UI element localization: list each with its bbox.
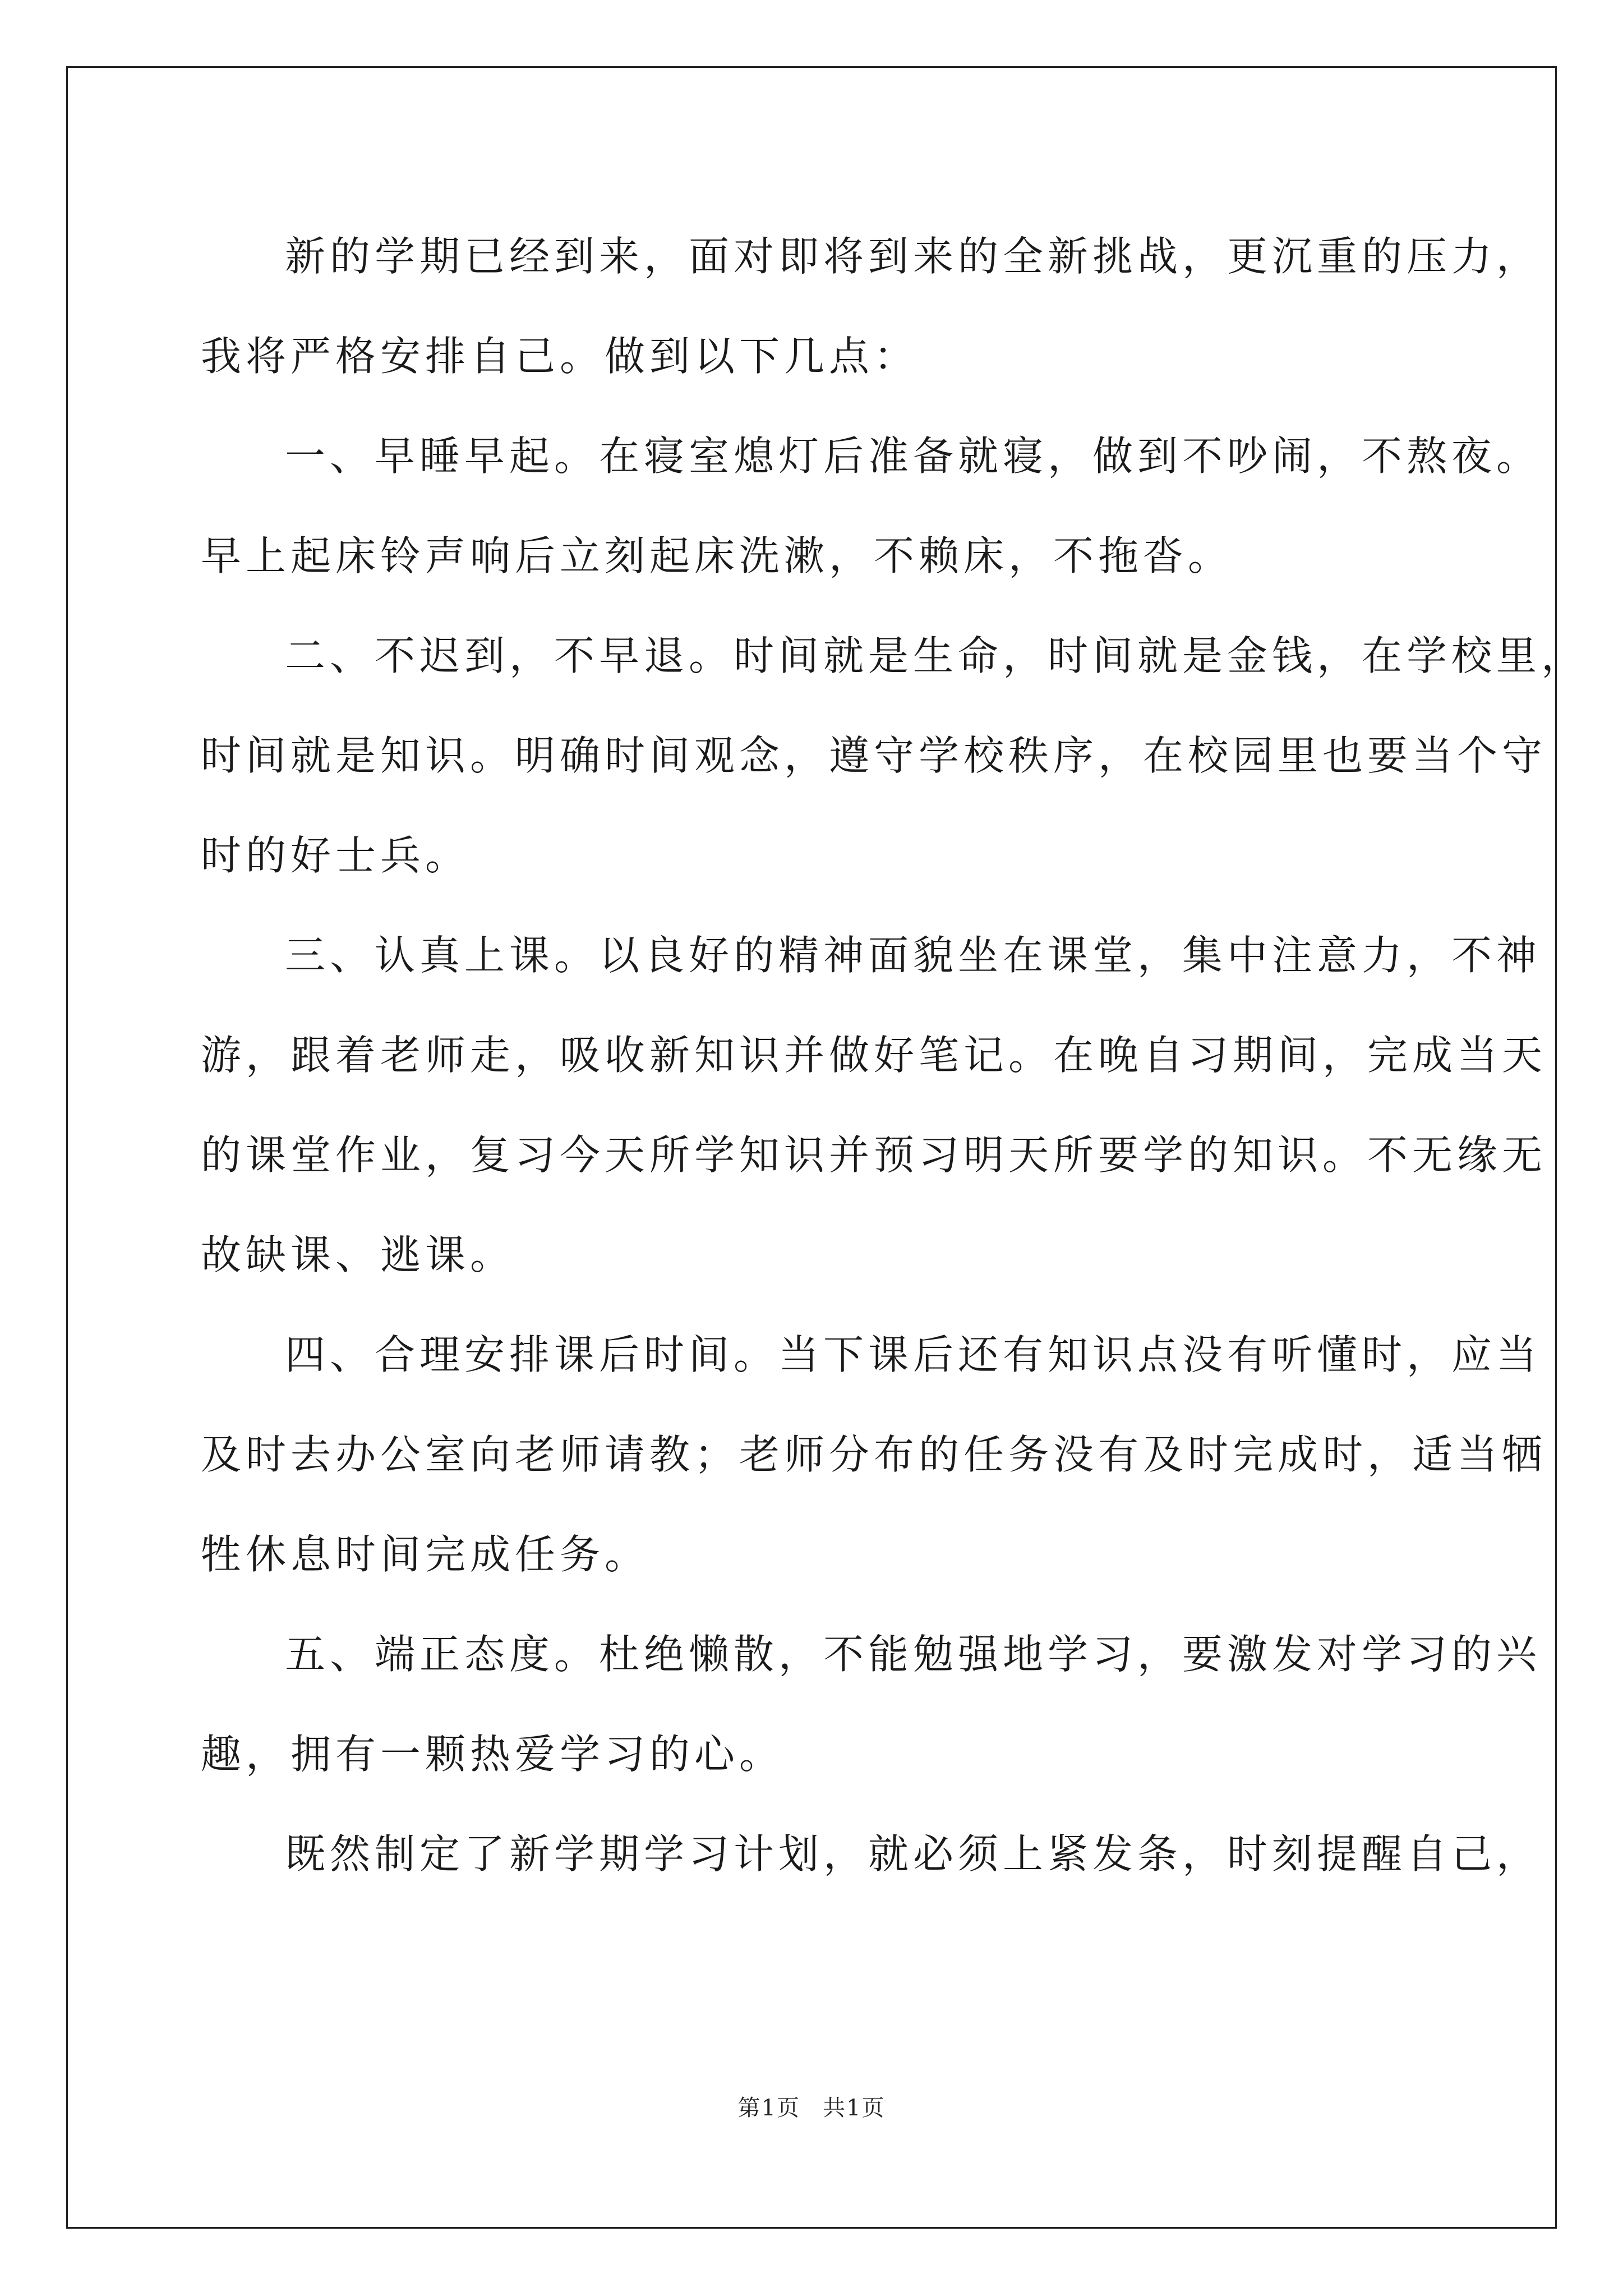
- paragraph-line: 早上起床铃声响后立刻起床洗漱，不赖床，不拖沓。: [201, 532, 1233, 579]
- paragraph-point-3: [201, 905, 1547, 1305]
- page-footer: [0, 2092, 1623, 2124]
- paragraph-conclusion: [201, 1804, 1542, 1904]
- paragraph-line: 故缺课、逃课。: [201, 1231, 515, 1278]
- paragraph-line: 既然制定了新学期学习计划，就必须上紧发条，时刻提醒自己，: [285, 1830, 1542, 1878]
- page-number: 第1页: [737, 2095, 800, 2121]
- paragraph-line: 及时去办公室向老师请教；老师分布的任务没有及时完成时，适当牺: [201, 1431, 1547, 1478]
- paragraph-line: 二、不迟到，不早退。时间就是生命，时间就是金钱，在学校里，: [285, 632, 1587, 679]
- paragraph-line: 时间就是知识。明确时间观念，遵守学校秩序，在校园里也要当个守: [201, 732, 1547, 779]
- paragraph-line: 四、合理安排课后时间。当下课后还有知识点没有听懂时，应当: [285, 1331, 1542, 1378]
- paragraph-line: 趣，拥有一颗热爱学习的心。: [201, 1731, 785, 1778]
- paragraph-line: 一、早睡早起。在寝室熄灯后准备就寝，做到不吵闹，不熬夜。: [285, 432, 1542, 480]
- paragraph-line: 我将严格安排自己。做到以下几点：: [201, 333, 919, 380]
- paragraph-point-4: [201, 1305, 1547, 1604]
- paragraph-point-5: [201, 1604, 1542, 1804]
- paragraph-line: 三、认真上课。以良好的精神面貌坐在课堂，集中注意力，不神: [285, 932, 1542, 979]
- paragraph-line: 的课堂作业，复习今天所学知识并预习明天所要学的知识。不无缘无: [201, 1131, 1547, 1179]
- paragraph-line: 新的学期已经到来，面对即将到来的全新挑战，更沉重的压力，: [285, 233, 1542, 280]
- page-total: 共1页: [823, 2095, 886, 2121]
- paragraph-point-1: [201, 406, 1542, 606]
- document-body: [201, 206, 1587, 1904]
- paragraph-point-2: [201, 606, 1587, 905]
- paragraph-line: 牲休息时间完成任务。: [201, 1531, 650, 1578]
- paragraph-intro: [201, 206, 1542, 406]
- paragraph-line: 游，跟着老师走，吸收新知识并做好笔记。在晚自习期间，完成当天: [201, 1032, 1547, 1079]
- paragraph-line: 五、端正态度。杜绝懒散，不能勉强地学习，要激发对学习的兴: [285, 1631, 1542, 1678]
- paragraph-line: 时的好士兵。: [201, 832, 471, 879]
